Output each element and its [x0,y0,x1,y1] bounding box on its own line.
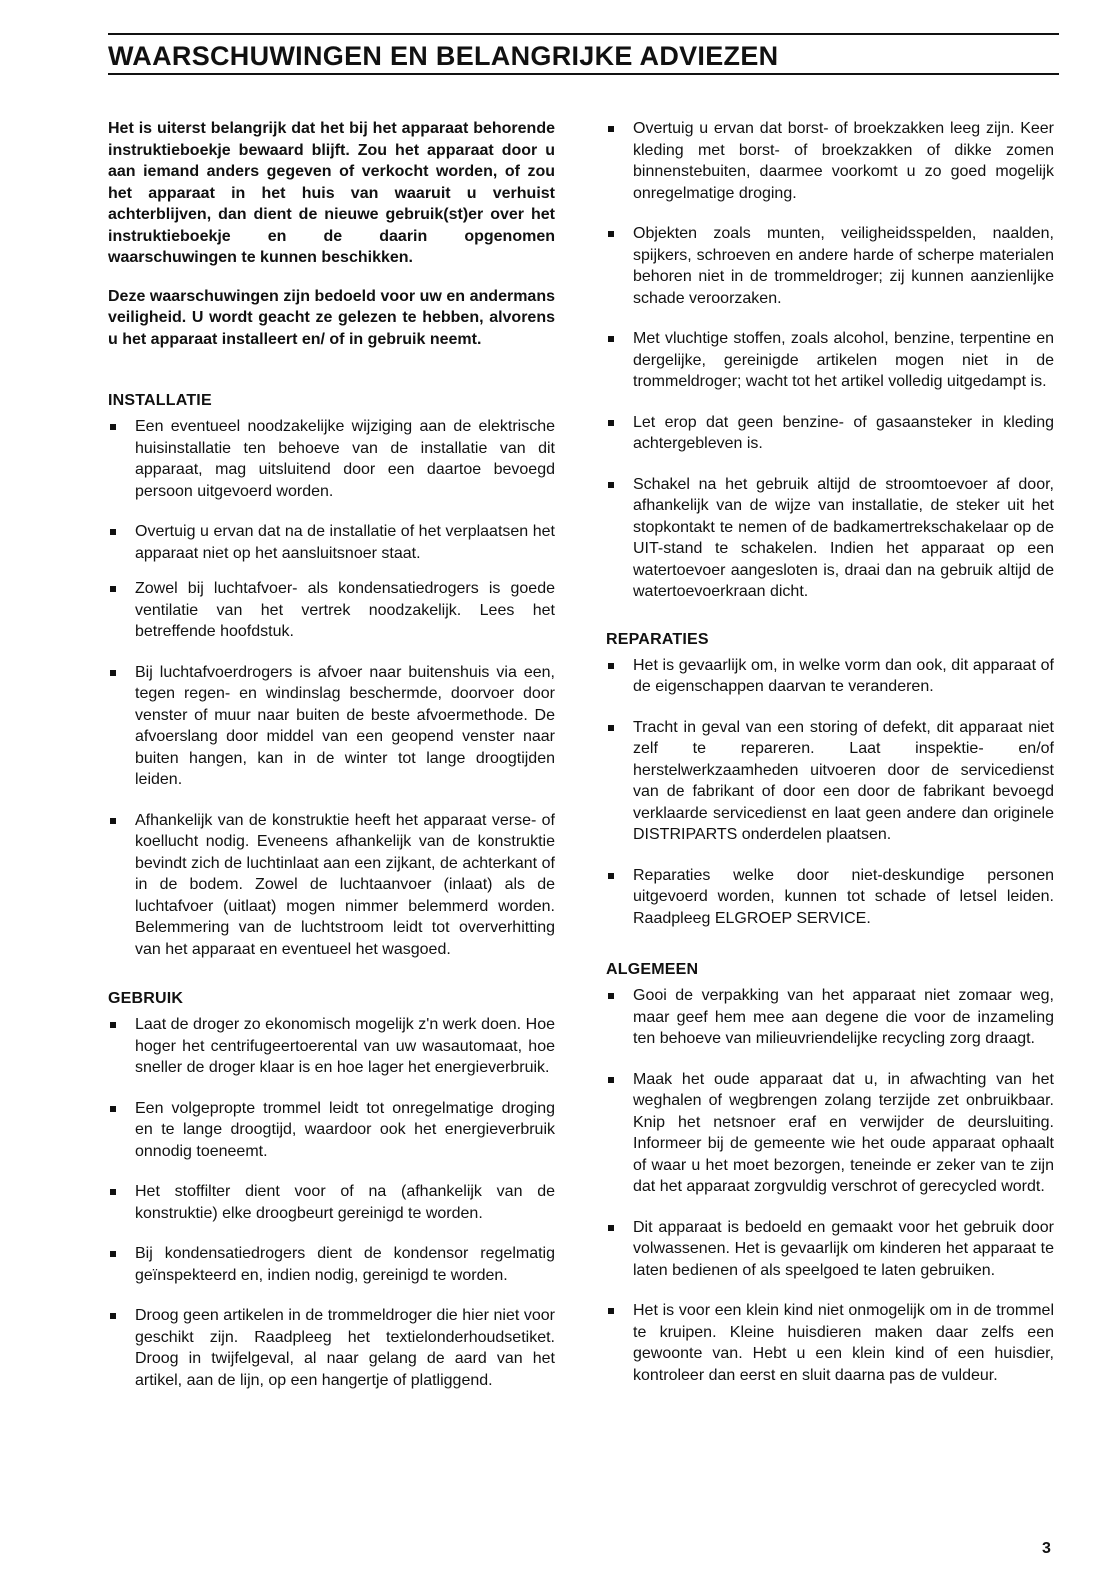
bullet-icon [608,1225,614,1231]
list-item-text: Overtuig u ervan dat borst- of broekzakken leeg zijn. Keer kleding met borst- of broekzakken of dikke zomen binnenstebuiten, daarmee voorkomt u zo goed mogelijk onregelmatige droging. [633,120,1054,202]
list-item-text: Schakel na het gebruik altijd de stroomtoevoer af door, afhankelijk van de wijze van installatie, de steker uit het stopkontakt te nemen of de badkamertrekschakelaar op de UIT-stand te schakelen. Indien het apparaat op een watertoevoer aangesloten is, draai dan na gebruik altijd de watertoevoerkraan dicht. [633,475,1054,600]
right-column [606,118,1054,1386]
list-item-text: Een eventueel noodzakelijke wijziging aan de elektrische huisinstallatie ten behoeve van de installatie van dit apparaat, mag uitsluitend door een daartoe bevoegd persoon uitgevoerd worden. [135,418,555,500]
list-item [606,1069,1054,1198]
list-item [108,1181,555,1224]
reparaties-list [606,655,1054,930]
list-item-text: Gooi de verpakking van het apparaat niet zomaar weg, maar geef hem mee aan degene die voor de inzameling ten behoeve van milieuvriendelijke recycling zorg draagt. [633,987,1054,1047]
bullet-icon [608,1077,614,1083]
bullet-icon [608,873,614,879]
list-item-text: Het is voor een klein kind niet onmogelijk om in de trommel te kruipen. Kleine huisdieren maken daar zelfs een gewoonte van. Hebt u een klein kind of een huisdier, kontroleer dan eerst en sluit daarna pas de vuldeur. [633,1302,1054,1384]
list-item [108,578,555,643]
list-item [108,810,555,961]
list-item [606,1300,1054,1386]
list-item-text: Laat de droger zo ekonomisch mogelijk z'n werk doen. Hoe hoger het centrifugeertoerental van uw wasautomaat, hoe sneller de droger klaar is en hoe lager het energieverbruik. [135,1016,555,1076]
list-item [108,521,555,564]
top-rule [108,33,1059,35]
list-item [606,1217,1054,1282]
bullet-icon [608,420,614,426]
list-item [108,1305,555,1391]
list-item [108,416,555,502]
section-heading-reparaties: REPARATIES [606,630,709,648]
list-item [606,985,1054,1050]
bullet-icon [608,336,614,342]
bullet-icon [110,670,116,676]
bullet-icon [608,663,614,669]
bullet-icon [110,1313,116,1319]
list-item-text: Bij kondensatiedrogers dient de kondensor regelmatig geïnspekteerd en, indien nodig, gereinigd te worden. [135,1245,555,1284]
bullet-icon [110,818,116,824]
list-item [606,655,1054,698]
list-item [108,1098,555,1163]
installatie-list [108,416,555,960]
list-item-text: Dit apparaat is bedoeld en gemaakt voor het gebruik door volwassenen. Het is gevaarlijk om kinderen het apparaat te laten bedienen of als speelgoed te laten gebruiken. [633,1218,1054,1279]
list-item [606,474,1054,603]
list-item-text: Objekten zoals munten, veiligheidsspelden, naalden, spijkers, schroeven en andere harde of scherpe materialen behoren niet in de trommeldroger; zij kunnen aanzienlijke schade veroorzaken. [633,225,1054,307]
bullet-icon [110,1189,116,1195]
bullet-icon [608,231,614,237]
list-item-text: Reparaties welke door niet-deskundige personen uitgevoerd worden, kunnen tot schade of letsel leiden. Raadpleeg ELGROEP SERVICE. [633,866,1054,927]
list-item-text: Zowel bij luchtafvoer- als kondensatiedrogers is goede ventilatie van het vertrek noodzakelijk. Lees het betreffende hoofdstuk. [135,580,555,640]
list-item-text: Droog geen artikelen in de trommeldroger die hier niet voor geschikt zijn. Raadpleeg het textielonderhoudsetiket. Droog in twijfelgeval, al naar gelang de aard van het artikel, aan de lijn, op een hangertje of platliggend. [135,1307,555,1389]
gebruik-list [108,1014,555,1391]
list-item-text: Met vluchtige stoffen, zoals alcohol, benzine, terpentine en dergelijke, gereinigde artikelen mogen niet in de trommeldroger; wacht tot het artikel volledig uitgedampt is. [633,330,1054,390]
list-item [606,717,1054,846]
list-item [606,118,1054,204]
list-item-text: Een volgepropte trommel leidt tot onregelmatige droging en te lange droogtijd, waardoor ook het energieverbruik onnodig toeneemt. [135,1099,555,1160]
list-item-text: Tracht in geval van een storing of defekt, dit apparaat niet zelf te repareren. Laat inspektie- en/of herstelwerkzaamheden uitvoeren door de servicedienst van de fabrikant of door een door de fabrikant bevoegd verklaarde servicedienst en laat geen andere dan originele DISTRIPARTS onderdelen plaatsen. [633,718,1054,843]
bullet-icon [608,1308,614,1314]
intro-paragraph-1: Het is uiterst belangrijk dat het bij het apparaat behorende instruktieboekje bewaard blijft. Zou het apparaat door u aan iemand anders gegeven of verkocht worden, of zou het apparaat in het huis van waaruit u verhuist achterblijven, dan dient de nieuwe gebruik(st)er over het instruktieboekje en de daarin opgenomen waarschuwingen te kunnen beschikken. [108,120,555,266]
algemeen-list [606,985,1054,1386]
list-item-text: Bij luchtafvoerdrogers is afvoer naar buitenshuis via een, tegen regen- en windinslag beschermde, doorvoer door venster of muur naar buiten de beste afvoermethode. De afvoerslang door middel van een geopend venster naar buiten hangen, kan in de winter tot lange droogtijden leiden. [135,663,555,788]
page-number: 3 [1042,1540,1051,1557]
list-item [606,328,1054,393]
left-column [108,118,555,1391]
list-item [606,412,1054,455]
list-item-text: Het stoffilter dient voor of na (afhankelijk van de konstruktie) elke droogbeurt gereinigd te worden. [135,1183,555,1222]
bullet-icon [608,725,614,731]
bullet-icon [608,126,614,132]
section-heading-algemeen: ALGEMEEN [606,961,699,978]
list-item-text: Overtuig u ervan dat na de installatie of het verplaatsen het apparaat niet op het aansluitsnoer staat. [135,523,555,562]
list-item [606,865,1054,930]
intro-paragraph-2: Deze waarschuwingen zijn bedoeld voor uw en andermans veiligheid. U wordt geacht ze gelezen te hebben, alvorens u het apparaat installeert en/ of in gebruik neemt. [108,287,555,348]
bullet-icon [110,586,116,592]
section-heading-installatie: INSTALLATIE [108,392,212,409]
bullet-icon [110,1251,116,1257]
list-item [108,1243,555,1286]
list-item [108,662,555,791]
bullet-icon [110,1106,116,1112]
list-item [108,1014,555,1079]
bullet-icon [110,424,116,430]
list-item-text: Afhankelijk van de konstruktie heeft het apparaat verse- of koellucht nodig. Eveneens afhankelijk van de konstruktie bevindt zich de luchtinlaat aan een zijkant, de achterkant of in de bodem. Zowel de luchtaanvoer (inlaat) als de luchtafvoer (uitlaat) mogen nimmer belemmerd worden. Belemmering van de luchtstroom leidt tot oververhitting van het apparaat en eventueel het wasgoed. [135,811,555,958]
list-item-text: Let erop dat geen benzine- of gasaansteker in kleding achtergebleven is. [633,413,1054,452]
page-title: WAARSCHUWINGEN EN BELANGRIJKE ADVIEZEN [108,41,779,71]
bullet-icon [110,1022,116,1028]
bullet-icon [608,993,614,999]
list-item-text: Het is gevaarlijk om, in welke vorm dan ook, dit apparaat of de eigenschappen daarvan te veranderen. [633,656,1054,695]
general-safety-list [606,118,1054,603]
list-item-text: Maak het oude apparaat dat u, in afwachting van het weghalen of wegbrengen zolang terzijde zet onbruikbaar. Knip het netsnoer eraf en verwijder de deursluiting. Informeer bij de gemeente wie het oude apparaat ophaalt of waar u het moet bezorgen, teneinde er zeker van te zijn dat het apparaat zorgvuldig verschrot of gerecycled wordt. [633,1070,1054,1195]
title-underline [108,73,1059,75]
list-item [606,223,1054,309]
bullet-icon [608,482,614,488]
bullet-icon [110,529,116,535]
section-heading-gebruik: GEBRUIK [108,990,184,1007]
